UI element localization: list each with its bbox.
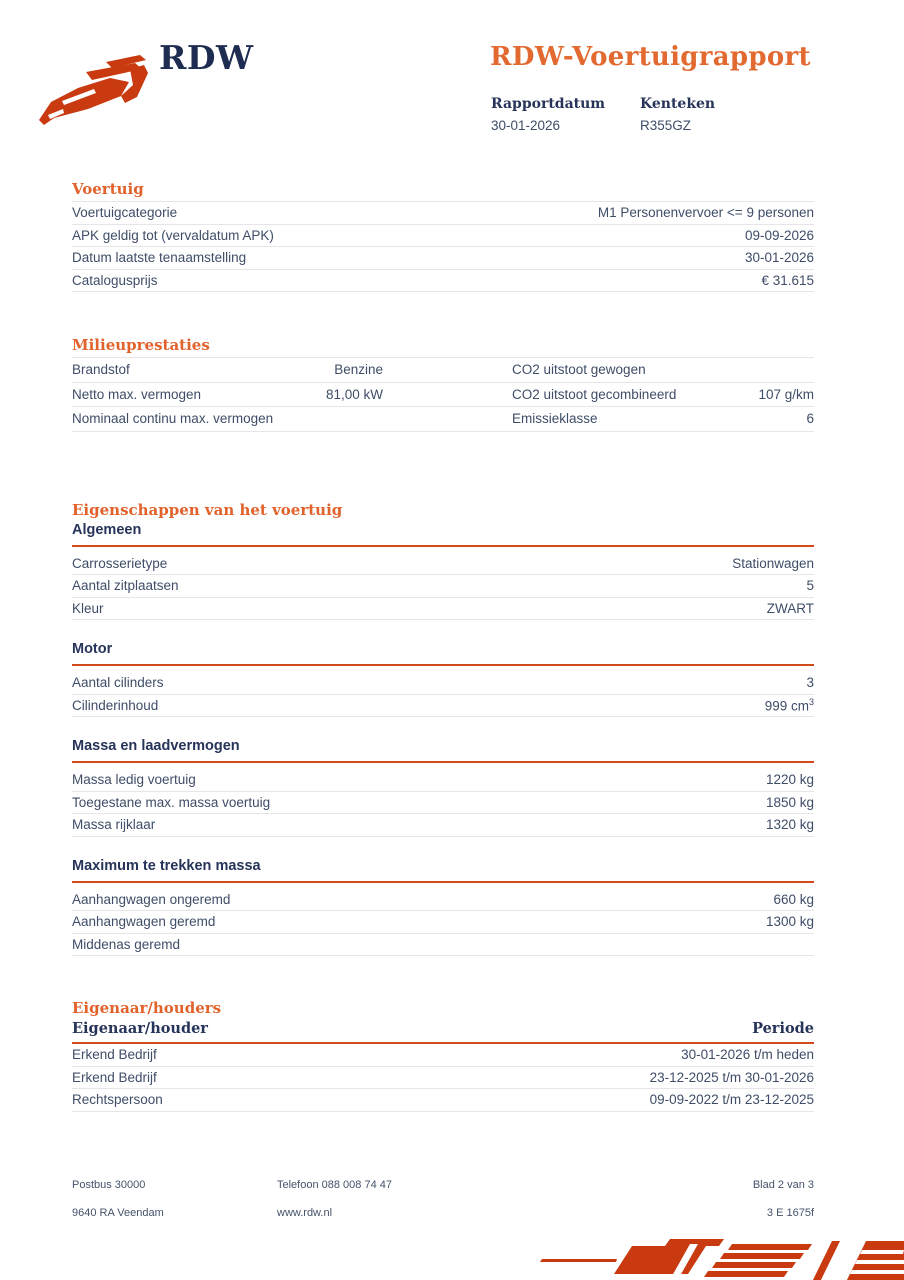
subsection-trekken-massa [72,858,814,957]
table-row [72,247,814,270]
row-label: Datum laatste tenaamstelling [72,250,247,266]
table-row [72,889,814,912]
table-row [72,553,814,576]
table-row [72,407,814,432]
page-footer [72,1171,814,1227]
row-label: Nominaal continu max. vermogen [72,411,274,427]
report-date-value: 30-01-2026 [491,118,561,133]
kenteken-label: Kenteken [640,96,716,112]
row-value: M1 Personenvervoer <= 9 personen [597,205,814,221]
report-body [72,181,814,1112]
table-row [72,225,814,248]
section-eigenschappen [72,502,814,957]
row-label: Emissieklasse [512,411,598,427]
section-heading-milieuprestaties: Milieuprestaties [72,336,210,354]
row-value: 1300 kg [765,914,814,930]
page-title: RDW-Voertuigrapport [490,42,811,72]
footer-doc-code: 3 E 1675f [766,1207,814,1219]
row-value: 660 kg [773,891,814,907]
table-row [72,769,814,792]
footer-city: 9640 RA Veendam [72,1207,164,1219]
table-row [72,202,814,225]
table-row [72,934,814,957]
table-row [72,1044,814,1067]
section-eigenaar-houders [72,1000,814,1112]
rdw-logo-text: RDW [159,38,254,77]
table-row [72,695,814,718]
rdw-speed-stripes-graphic [520,1236,904,1280]
subsection-heading-massa: Massa en laadvermogen [72,738,814,763]
table-row [72,792,814,815]
row-label: APK geldig tot (vervaldatum APK) [72,227,274,243]
footer-phone: Telefoon 088 008 74 47 [277,1179,392,1191]
row-label: Aanhangwagen geremd [72,914,216,930]
row-label: Catalogusprijs [72,272,158,288]
row-value: ZWART [766,600,814,616]
table-row [72,383,814,408]
row-label: Cilinderinhoud [72,697,159,713]
table-row [72,598,814,621]
table-row [72,270,814,293]
row-value: 3 [806,675,814,691]
rdw-wing-icon [36,52,158,132]
column-header-owner: Eigenaar/houder [72,1020,208,1037]
report-date-label: Rapportdatum [491,96,606,112]
subsection-algemeen [72,522,814,621]
kenteken-value: R355GZ [640,118,692,133]
row-label: Aantal cilinders [72,675,164,691]
table-row [72,911,814,934]
row-label: Carrosserietype [72,555,168,571]
row-label: CO2 uitstoot gecombineerd [512,386,677,402]
footer-postbus: Postbus 30000 [72,1179,146,1191]
row-value: 81,00 kW [325,386,383,402]
footer-page-indicator: Blad 2 van 3 [752,1179,814,1191]
section-heading-eigenschappen: Eigenschappen van het voertuig [72,500,343,519]
row-value: 6 [806,411,814,427]
footer-website: www.rdw.nl [277,1207,333,1219]
row-label: Massa ledig voertuig [72,772,196,788]
row-value: € 31.615 [761,272,814,288]
footer-address [72,1171,277,1227]
superscript: 3 [808,697,814,707]
row-value: Benzine [334,362,383,378]
owner-period: 30-01-2026 t/m heden [681,1047,814,1063]
section-heading-eigenaar-houders: Eigenaar/houders [72,999,222,1017]
table-row [72,575,814,598]
row-label: Massa rijklaar [72,817,156,833]
row-value: 1850 kg [765,794,814,810]
subsection-heading-algemeen: Algemeen [72,522,814,547]
owner-name: Erkend Bedrijf [72,1047,157,1063]
row-label: Toegestane max. massa voertuig [72,794,271,810]
owner-period: 23-12-2025 t/m 30-01-2026 [649,1069,814,1085]
subsection-heading-trekken-massa: Maximum te trekken massa [72,858,814,883]
row-label: Brandstof [72,362,130,378]
row-label: Middenas geremd [72,936,181,952]
section-voertuig [72,181,814,292]
table-row [72,1089,814,1112]
owner-name: Erkend Bedrijf [72,1069,157,1085]
row-value: 999 $cm^3$ [764,697,814,714]
subsection-motor [72,641,814,717]
subsection-massa [72,738,814,837]
section-heading-voertuig: Voertuig [72,180,144,198]
row-value: 1220 kg [765,772,814,788]
row-label: CO2 uitstoot gewogen [512,362,646,378]
row-label: Voertuigcategorie [72,205,178,221]
row-value: 1320 kg [765,817,814,833]
row-value: 107 g/km [758,386,814,402]
table-row [72,672,814,695]
owner-period: 09-09-2022 t/m 23-12-2025 [649,1092,814,1108]
row-value: 09-09-2026 [744,227,814,243]
owner-table-header [72,1020,814,1044]
table-row [72,1067,814,1090]
row-label: Netto max. vermogen [72,386,202,402]
footer-contact [277,1171,753,1227]
table-row [72,814,814,837]
row-label: Kleur [72,600,104,616]
table-row [72,358,814,383]
row-label: Aanhangwagen ongeremd [72,891,231,907]
section-milieuprestaties [72,337,814,432]
row-value: Stationwagen [732,555,814,571]
column-header-period: Periode [752,1020,814,1037]
row-label: Aantal zitplaatsen [72,578,179,594]
footer-page-info [753,1171,814,1227]
row-value: 30-01-2026 [744,250,814,266]
row-value: 5 [806,578,814,594]
owner-name: Rechtspersoon [72,1092,163,1108]
subsection-heading-motor: Motor [72,641,814,666]
